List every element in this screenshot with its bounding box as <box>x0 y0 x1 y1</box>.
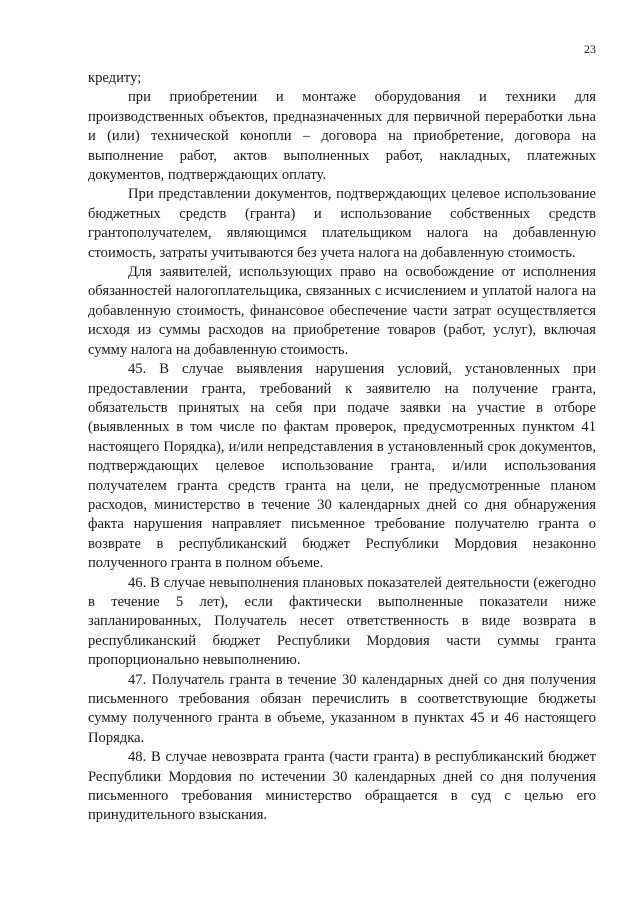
paragraph-item-45: 45. В случае выявления нарушения условий, установленных при предоставлении гранта, требований к заявителю на получение гранта, обязательств принятых на себя при подаче заявки на участие в отборе (выявленных в том числе по фактам проверок, предусмотренных пунктом 41 настоящего Порядка), и/или непредставления в установленный срок документов, подтверждающих целевое использование гранта, и/или использования получателем гранта средств гранта на цели, не предусмотренные планом расходов, министерство в течение 30 календарных дней со дня обнаружения факта нарушения направляет письменное требование получателю гранта о возврате в республиканский бюджет Республики Мордовия незаконно полученного гранта в полном объеме. <box>88 361 596 572</box>
page-number: 23 <box>584 42 596 56</box>
paragraph-3: При представлении документов, подтверждающих целевое использование бюджетных средств (гранта) и использование собственных средств грантополучателем, являющимся плательщиком налога на добавленную стоимость, затраты учитываются без учета налога на добавленную стоимость. <box>88 186 596 261</box>
paragraph-4: Для заявителей, использующих право на освобождение от исполнения обязанностей налогоплательщика, связанных с исчислением и уплатой налога на добавленную стоимость, финансовое обеспечение части затрат осуществляется исходя из суммы расходов на приобретение товаров (работ, услуг), включая сумму налога на добавленную стоимость. <box>88 264 596 358</box>
paragraph-2: при приобретении и монтаже оборудования и техники для производственных объектов, предназначенных для первичной переработки льна и (или) технической конопли – договора на приобретение, договора на выполнение работ, актов выполненных работ, накладных, платежных документов, подтверждающих оплату. <box>88 89 596 184</box>
paragraph-item-46: 46. В случае невыполнения плановых показателей деятельности (ежегодно в течение 5 лет), если фактически выполненные показатели ниже запланированных, Получатель несет ответственность в виде возврата в республиканский бюджет Республики Мордовия части суммы гранта пропорционально невыполнению. <box>88 574 596 669</box>
paragraph-1: кредиту; <box>88 70 142 86</box>
document-body <box>88 69 596 826</box>
paragraph-item-47: 47. Получатель гранта в течение 30 календарных дней со дня получения письменного требования обязан перечислить в соответствующие бюджеты сумму полученного гранта в объеме, указанном в пунктах 45 и 46 настоящего Порядка. <box>88 671 596 746</box>
paragraph-item-48: 48. В случае невозврата гранта (части гранта) в республиканский бюджет Республики Мордовия по истечении 30 календарных дней со дня получения письменного требования министерство обращается в суд с целью его принудительного взыскания. <box>88 749 596 824</box>
